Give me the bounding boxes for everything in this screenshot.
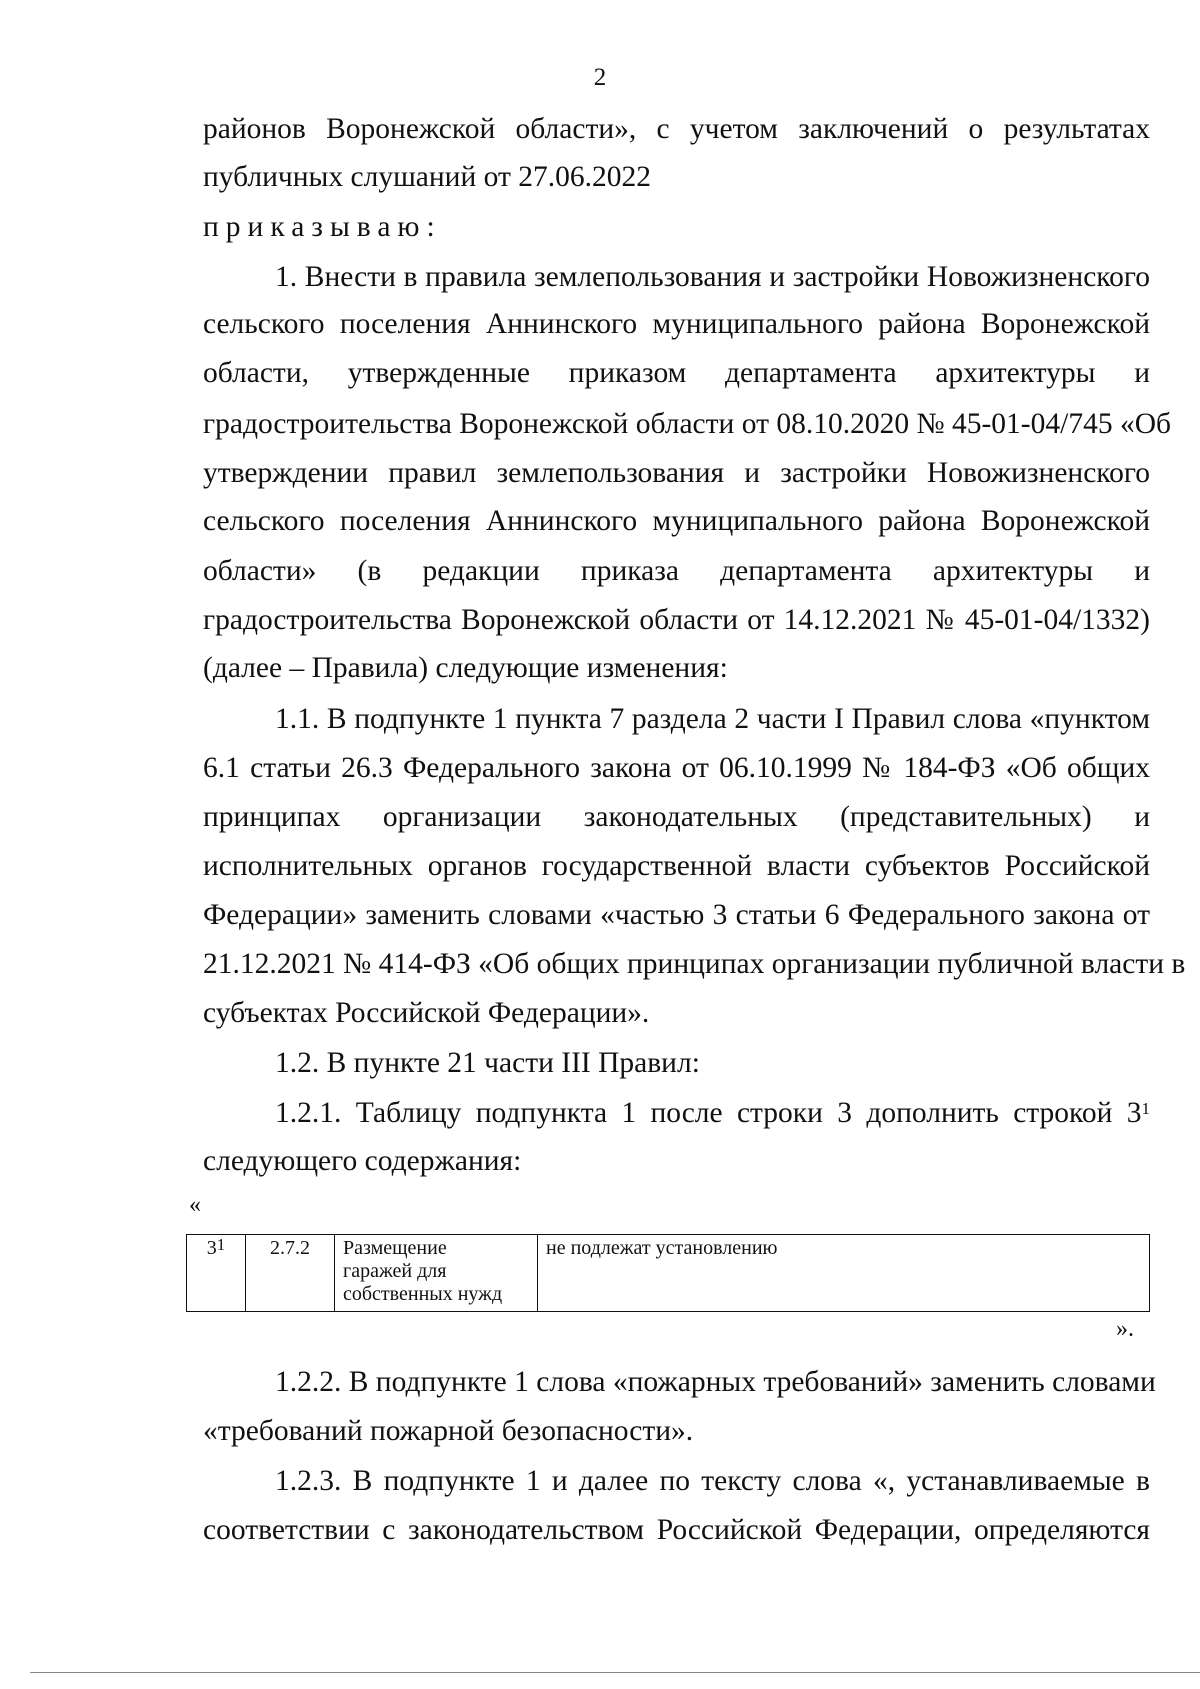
- text-line-content: 1.2.1. Таблицу подпункта 1 после строки 3 дополнить строкой 3: [275, 1097, 1142, 1129]
- table-cell-name: Размещение гаражей для собственных нужд: [335, 1235, 538, 1312]
- page-number: 2: [593, 64, 607, 91]
- text-line: 1.1. В подпункте 1 пункта 7 раздела 2 части I Правил слова «пунктом: [275, 703, 1150, 735]
- text-line: публичных слушаний от 27.06.2022: [203, 161, 651, 193]
- text-line: 6.1 статьи 26.3 Федерального закона от 06.10.1999 № 184-ФЗ «Об общих: [203, 752, 1150, 784]
- text-line: 21.12.2021 № 414-ФЗ «Об общих принципах организации публичной власти в: [203, 948, 1186, 980]
- table-row: [187, 1235, 1150, 1312]
- bottom-edge-line: [30, 1672, 1200, 1673]
- table-cell-value: не подлежат установлению: [538, 1235, 1150, 1312]
- table-cell-code: 2.7.2: [246, 1235, 335, 1312]
- text-line: субъектах Российской Федерации».: [203, 997, 650, 1029]
- text-line: 1.2. В пункте 21 части III Правил:: [275, 1047, 700, 1079]
- text-line: исполнительных органов государственной власти субъектов Российской: [203, 850, 1150, 882]
- text-line: «требований пожарной безопасности».: [203, 1415, 694, 1447]
- text-line: утверждении правил землепользования и застройки Новожизненского: [203, 457, 1150, 489]
- text-line: сельского поселения Аннинского муниципального района Воронежской: [203, 505, 1150, 537]
- text-line: 1.2.3. В подпункте 1 и далее по тексту слова «, устанавливаемые в: [275, 1465, 1150, 1497]
- text-line: сельского поселения Аннинского муниципального района Воронежской: [203, 308, 1150, 340]
- text-line: принципах организации законодательных (представительных) и: [203, 801, 1150, 833]
- text-line: области, утвержденные приказом департамента архитектуры и: [203, 357, 1150, 389]
- superscript: 1: [1141, 1099, 1150, 1118]
- text-line: приказываю:: [203, 211, 442, 243]
- opening-quote: «: [189, 1192, 201, 1218]
- text-line: градостроительства Воронежской области от 14.12.2021 № 45-01-04/1332): [203, 604, 1150, 636]
- text-line: 1. Внести в правила землепользования и застройки Новожизненского: [275, 261, 1150, 293]
- text-line: области» (в редакции приказа департамента архитектуры и: [203, 555, 1150, 587]
- text-line: градостроительства Воронежской области от 08.10.2020 № 45-01-04/745 «Об: [203, 408, 1172, 440]
- text-line: [275, 1095, 1150, 1131]
- text-line: Федерации» заменить словами «частью 3 статьи 6 Федерального закона от: [203, 899, 1150, 931]
- closing-quote: ».: [1116, 1316, 1134, 1342]
- table-cell-number: $3^1$: [187, 1235, 246, 1312]
- text-line: (далее – Правила) следующие изменения:: [203, 652, 728, 684]
- text-line: соответствии с законодательством Российской Федерации, определяются: [203, 1514, 1150, 1546]
- inserted-table: [186, 1234, 1150, 1312]
- text-line: районов Воронежской области», с учетом заключений о результатах: [203, 113, 1150, 145]
- text-line: следующего содержания:: [203, 1145, 522, 1177]
- text-line: 1.2.2. В подпункте 1 слова «пожарных требований» заменить словами: [275, 1366, 1156, 1398]
